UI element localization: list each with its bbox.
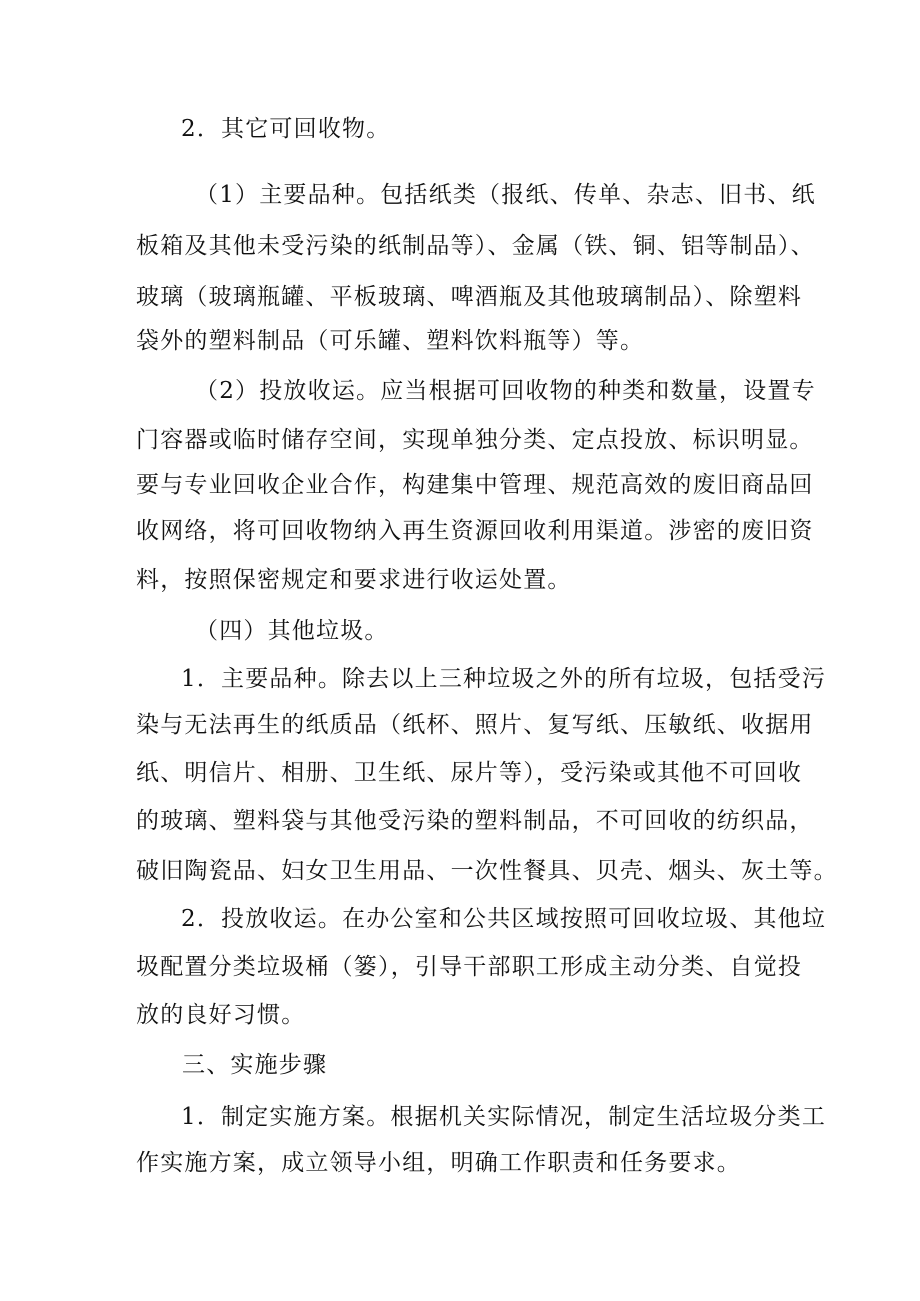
text-line: （四）其他垃圾。 (195, 618, 389, 644)
text-line: 要与专业回收企业合作，构建集中管理、规范高效的废旧商品回 (136, 472, 814, 498)
text-line: 的玻璃、塑料袋与其他受污染的塑料制品，不可回收的纺织品， (136, 808, 814, 834)
text-line: 玻璃（玻璃瓶罐、平板玻璃、啤酒瓶及其他玻璃制品）、除塑料 (136, 284, 803, 310)
text-line: 2．其它可回收物。 (181, 116, 391, 142)
text-line: 放的良好习惯。 (136, 1002, 306, 1028)
text-line: 破旧陶瓷品、妇女卫生用品、一次性餐具、贝壳、烟头、灰土等。 (136, 858, 838, 884)
text-line: 袋外的塑料制品（可乐罐、塑料饮料瓶等）等。 (136, 328, 645, 354)
text-line: 门容器或临时储存空间，实现单独分类、定点投放、标识明显。 (136, 427, 814, 453)
text-line: 板箱及其他未受污染的纸制品等）、金属（铁、铜、铝等制品）、 (136, 233, 815, 259)
text-line: 2．投放收运。在办公室和公共区域按照可回收垃圾、其他垃 (181, 906, 827, 932)
text-line: 作实施方案，成立领导小组，明确工作职责和任务要求。 (136, 1150, 741, 1176)
text-line: （1）主要品种。包括纸类（报纸、传单、杂志、旧书、纸 (195, 182, 816, 208)
text-line: 1．主要品种。除去以上三种垃圾之外的所有垃圾，包括受污 (181, 666, 827, 692)
text-line: 1．制定实施方案。根据机关实际情况，制定生活垃圾分类工 (181, 1104, 827, 1130)
text-line: 料，按照保密规定和要求进行收运处置。 (136, 567, 572, 593)
text-line: 纸、明信片、相册、卫生纸、尿片等），受污染或其他不可回收 (136, 760, 803, 786)
text-line: 染与无法再生的纸质品（纸杯、照片、复写纸、压敏纸、收据用 (136, 712, 814, 738)
text-line: 圾配置分类垃圾桶（篓），引导干部职工形成主动分类、自觉投 (136, 954, 803, 980)
text-line: （2）投放收运。应当根据可回收物的种类和数量，设置专 (195, 378, 816, 404)
section-heading: 三、实施步骤 (182, 1052, 328, 1078)
text-line: 收网络，将可回收物纳入再生资源回收利用渠道。涉密的废旧资 (136, 518, 814, 544)
